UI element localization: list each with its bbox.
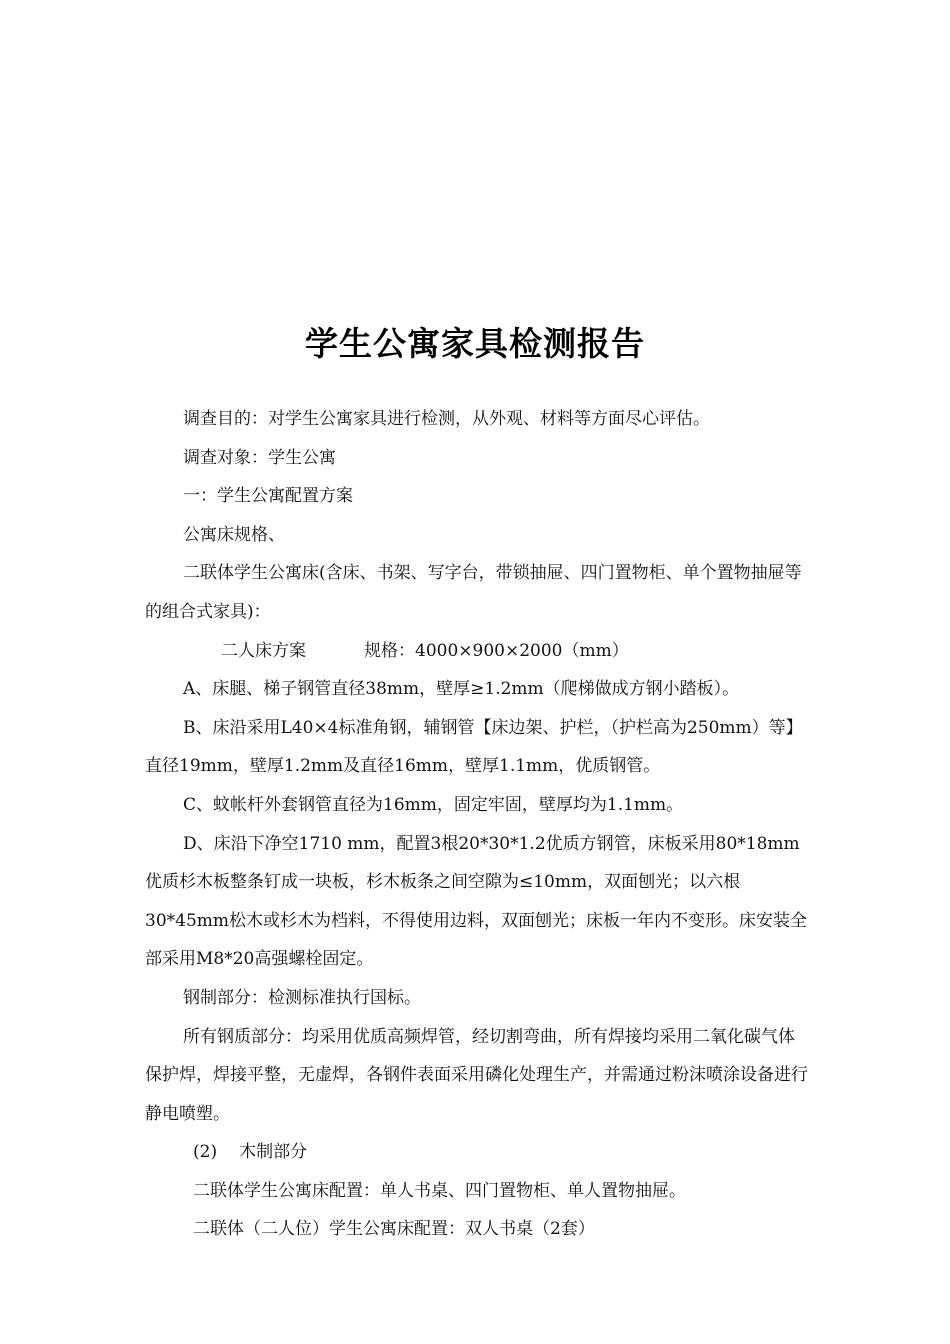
paragraph-config-single: 二联体学生公寓床配置：单人书桌、四门置物柜、单人置物抽屉。 [193, 1180, 686, 1201]
paragraph-bed-spec-heading: 公寓床规格、 [183, 524, 285, 545]
paragraph-item-c: C、蚊帐杆外套钢管直径为16mm，固定牢固，壁厚均为1.1mm。 [183, 794, 684, 815]
bed-plan-spec: 规格：4000×900×2000（mm） [364, 640, 629, 661]
document-title: 学生公寓家具检测报告 [305, 324, 645, 363]
wood-section-number: (2) [193, 1142, 218, 1163]
paragraph-bed-description: 二联体学生公寓床(含床、书架、写字台，带锁抽屉、四门置物柜、单个置物抽屉等的组合式家具)： [145, 563, 802, 622]
wood-section-label: 木制部分 [239, 1142, 308, 1163]
paragraph-item-d: D、床沿下净空1710 mm，配置3根20*30*1.2优质方钢管，床板采用80*18mm优质杉木板整条钉成一块板，杉木板条之间空隙为≤10mm，双面刨光；以六根30*45mm松木或杉木为档料，不得使用边料，双面刨光；床板一年内不变形。床安装全部采用M8*20高强螺栓固定。 [145, 833, 808, 970]
paragraph-config-double: 二联体（二人位）学生公寓床配置：双人书桌（2套） [193, 1219, 595, 1240]
paragraph-item-b: B、床沿采用L40×4标准角钢，辅钢管【床边架、护栏，（护栏高为250mm）等】直径19mm，壁厚1.2mm及直径16mm，壁厚1.1mm，优质钢管。 [145, 717, 803, 777]
paragraph-subject: 调查对象：学生公寓 [183, 447, 336, 468]
wood-section-heading [145, 1133, 810, 1172]
paragraph-steel-process: 所有钢质部分：均采用优质高频焊管，经切割弯曲，所有焊接均采用二氧化碳气体保护焊，焊接平整，无虚焊，各钢件表面采用磷化处理生产，并需通过粉沫喷涂设备进行静电喷塑。 [145, 1026, 808, 1124]
paragraph-steel-standard: 钢制部分：检测标准执行国标。 [183, 987, 421, 1008]
section-heading-config: 一：学生公寓配置方案 [183, 486, 353, 507]
paragraph-purpose: 调查目的：对学生公寓家具进行检测，从外观、材料等方面尽心评估。 [183, 409, 710, 429]
bed-plan-line [145, 632, 810, 671]
document-body [145, 400, 810, 1249]
paragraph-item-a: A、床腿、梯子钢管直径38mm，壁厚≥1.2mm（爬梯做成方钢小踏板）。 [183, 679, 740, 700]
bed-plan-name: 二人床方案 [221, 640, 306, 661]
